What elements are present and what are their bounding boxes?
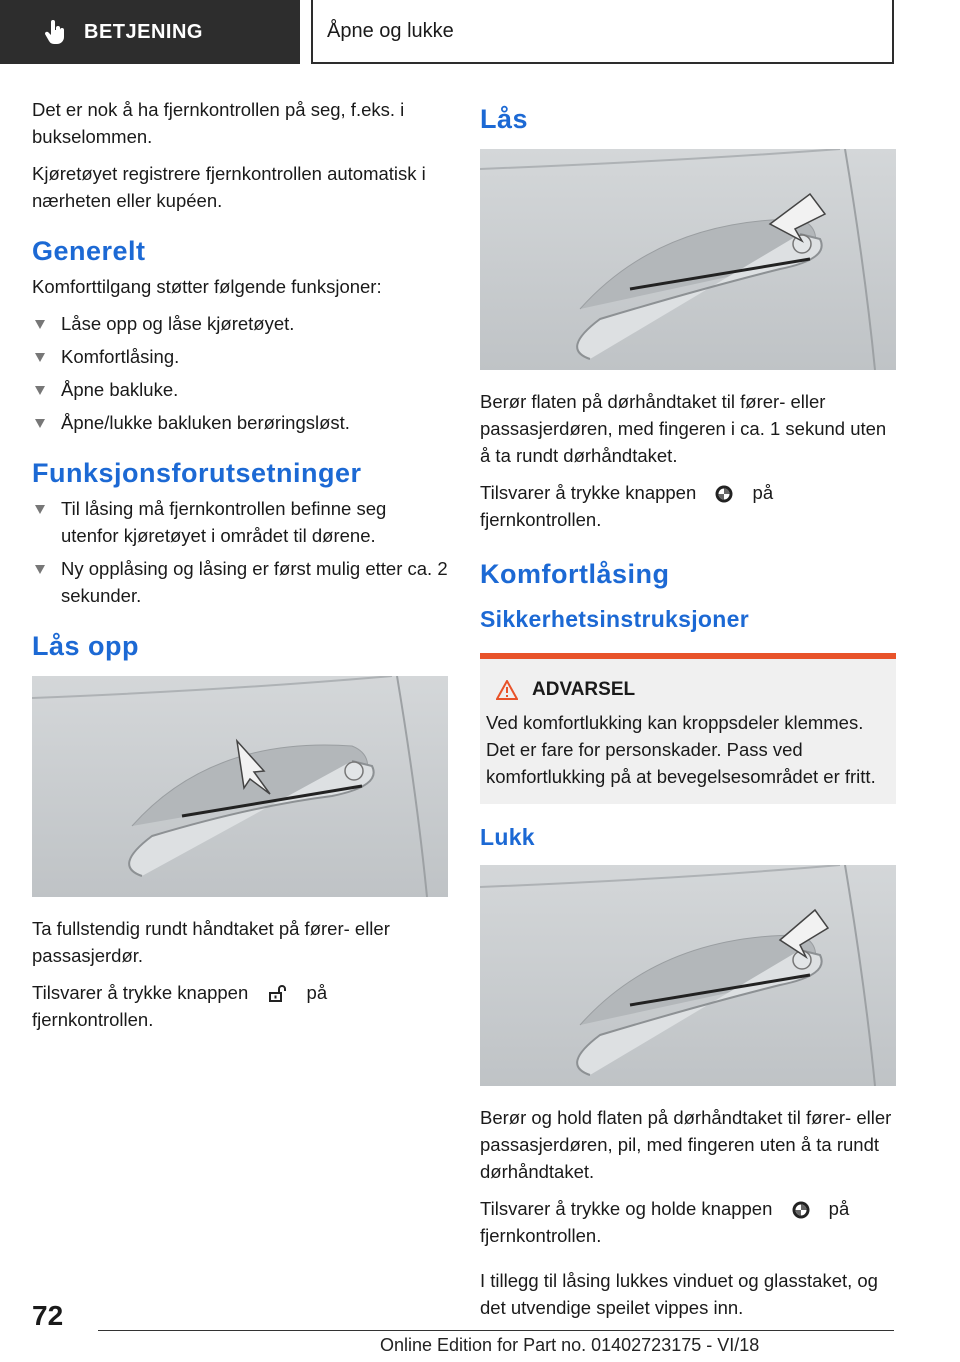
list-item: Komfortlåsing.	[32, 343, 448, 370]
lukk-equivalent: Tilsvarer å trykke og holde knappen på fjernkontrollen.	[480, 1198, 850, 1246]
left-column	[32, 96, 448, 1043]
warning-box	[480, 653, 896, 804]
heading-lukk: Lukk	[480, 824, 535, 850]
list-item: Låse opp og låse kjøretøyet.	[32, 310, 448, 337]
list-item: Til låsing må fjernkontrollen befinne seg utenfor kjøretøyet i området til dørene.	[32, 495, 448, 549]
door-handle-lock-illustration	[480, 149, 896, 370]
door-handle-unlock-illustration	[32, 676, 448, 897]
las-opp-text: Ta fullstendig rundt håndtaket på fører- eller passasjerdør.	[32, 918, 390, 966]
las-opp-equivalent: Tilsvarer å trykke knappen på fjernkontrollen.	[32, 982, 328, 1030]
hand-pointer-icon	[42, 19, 68, 45]
generelt-list	[32, 310, 448, 436]
warning-text: Ved komfortlukking kan kroppsdeler klemmes. Det er fare for personskader. Pass ved komfortlukking på at bevegelsesområdet er fritt.	[486, 712, 876, 787]
edition-note: Online Edition for Part no. 01402723175 - VI/18	[380, 1335, 760, 1355]
generelt-text: Komforttilgang støtter følgende funksjoner:	[32, 276, 382, 297]
heading-las-opp: Lås opp	[32, 631, 140, 661]
forutsetninger-list	[32, 495, 448, 609]
heading-generelt: Generelt	[32, 236, 146, 266]
unlock-key-icon	[267, 984, 287, 1004]
page-number: 72	[32, 1300, 64, 1331]
right-column	[480, 80, 896, 1331]
bmw-logo-icon	[792, 1201, 810, 1219]
list-item: Ny opplåsing og låsing er først mulig etter ca. 2 sekunder.	[32, 555, 448, 609]
las-equivalent: Tilsvarer å trykke knappen på fjernkontrollen.	[480, 482, 774, 530]
section-tab	[0, 0, 300, 64]
warning-triangle-icon	[496, 680, 518, 700]
bmw-logo-icon	[715, 485, 733, 503]
heading-las: Lås	[480, 104, 529, 134]
page-title	[311, 0, 894, 64]
intro-paragraph-1: Det er nok å ha fjernkontrollen på seg, f.eks. i bukselommen.	[32, 99, 405, 147]
intro-paragraph-2: Kjøretøyet registrere fjernkontrollen automatisk i nærheten eller kupéen.	[32, 163, 426, 211]
heading-komfortlasing: Komfortlåsing	[480, 559, 670, 589]
las-text: Berør flaten på dørhåndtaket til fører- eller passasjerdøren, med fingeren i ca. 1 sekund uten å ta rundt dørhåndtaket.	[480, 391, 887, 466]
list-item: Åpne/lukke bakluken berøringsløst.	[32, 409, 448, 436]
warning-title: ADVARSEL	[496, 679, 890, 701]
door-handle-close-illustration	[480, 865, 896, 1086]
lukk-text: Berør og hold flaten på dørhåndtaket til fører- eller passasjerdøren, pil, med fingeren uten å ta rundt dørhåndtaket.	[480, 1107, 892, 1182]
heading-sikkerhetsinstruksjoner: Sikkerhetsinstruksjoner	[480, 606, 749, 632]
page-title-text: Åpne og lukke	[327, 19, 454, 42]
lukk-note: I tillegg til låsing lukkes vinduet og glasstaket, og det utvendige speilet vippes inn.	[480, 1270, 878, 1318]
list-item: Åpne bakluke.	[32, 376, 448, 403]
section-label: BETJENING	[84, 20, 203, 43]
footer-divider	[98, 1330, 894, 1331]
heading-funksjonsforutsetninger: Funksjonsforutsetninger	[32, 458, 362, 488]
